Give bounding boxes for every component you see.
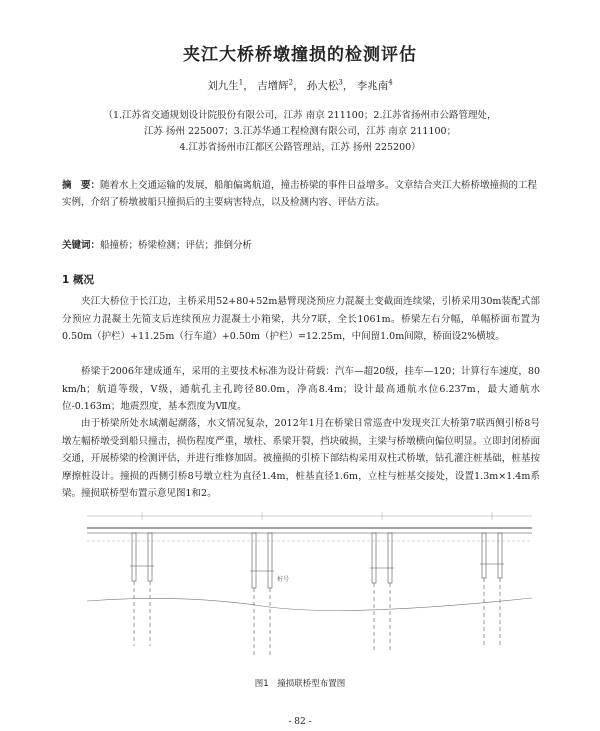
affiliation-line: （1.江苏省交通规划设计院股份有限公司，江苏 南京 211100；2.江苏省扬州市公路管理处，: [103, 110, 497, 121]
affiliation-line: 4.江苏省扬州市江都区公路管理站，江苏 扬州 225200）: [179, 142, 421, 153]
figure-station-label: 桩号: [277, 576, 290, 583]
keywords-text: 船撞桥；桥梁检测；评估；推倒分析: [100, 240, 253, 251]
page-number: - 82 -: [288, 717, 312, 727]
author-name: 李兆南: [356, 80, 389, 92]
body-paragraph: 夹江大桥位于长江边，主桥采用52+80+52m悬臂现浇预应力混凝土变截面连续梁，引桥采用30m装配式部分预应力混凝土先简支后连续预应力混凝土小箱梁，共分7联，全长1061m。桥梁左右分幅，单幅桥面布置为0.50m（护栏）+11.25m（行车道）+0.50m（护栏）=12.25m，中间留1.0m间隙，桥面设2%横坡。: [62, 296, 540, 342]
affiliation-line: 江苏 扬州 225007；3.江苏华通工程检测有限公司，江苏 南京 211100；: [143, 126, 457, 137]
abstract-label: 摘 要：: [62, 180, 101, 191]
author-list: 刘九生$^1$， 吉增辉$^2$， 孙大松$^3$， 李兆南$^4$: [207, 78, 393, 92]
body-paragraph: 由于桥梁所处水域潮起潮落，水文情况复杂，2012年1月在桥梁日常巡查中发现夹江大桥第7联西侧引桥8号墩左幅桥墩受到船只撞击，损伤程度严重，墩柱、系梁开裂，挡块破损，主梁与桥墩横向偏位明显。立即封闭桥面交通，开展桥梁的检测评估，并进行维修加固。被撞损的引桥下部结构采用双柱式桥墩，钻孔灌注桩基础，桩基按摩擦桩设计。撞损的西侧引桥8号墩立柱为直径1.4m，桩基直径1.6m，立柱与桩基交接处，设置1.3m×1.4m系梁。撞损联桥型布置示意见图1和2。: [62, 418, 540, 499]
section-heading: 1 概况: [62, 274, 94, 286]
paper-title: 夹江大桥桥墩撞损的检测评估: [183, 45, 417, 65]
body-paragraph: 桥梁于2006年建成通车，采用的主要技术标准为设计荷载：汽车—超20级，挂车—120；计算行车速度，80 km/h；航道等级，V级，通航孔主孔跨径80.0m，净高8.4m；设计最高通航水位6.237m，最大通航水位-0.163m；地震烈度，基本烈度为Ⅶ度。: [62, 366, 540, 412]
affiliations: [60, 108, 540, 156]
figure-caption: 图1 撞损联桥型布置图: [254, 679, 346, 689]
abstract: [62, 177, 542, 211]
bridge-layout-figure: [62, 506, 542, 671]
keywords: [62, 237, 542, 251]
keywords-label: 关键词：: [62, 240, 101, 251]
author-name: 吉增辉: [257, 80, 289, 92]
author-name: 孙大松: [306, 80, 339, 92]
abstract-text: 随着水上交通运输的发展，船舶偏离航道，撞击桥梁的事件日益增多。文章结合夹江大桥桥墩撞损的工程实例，介绍了桥墩被船只撞损后的主要病害特点，以及检测内容、评估方法。: [62, 180, 538, 208]
author-name: 刘九生: [207, 80, 239, 92]
